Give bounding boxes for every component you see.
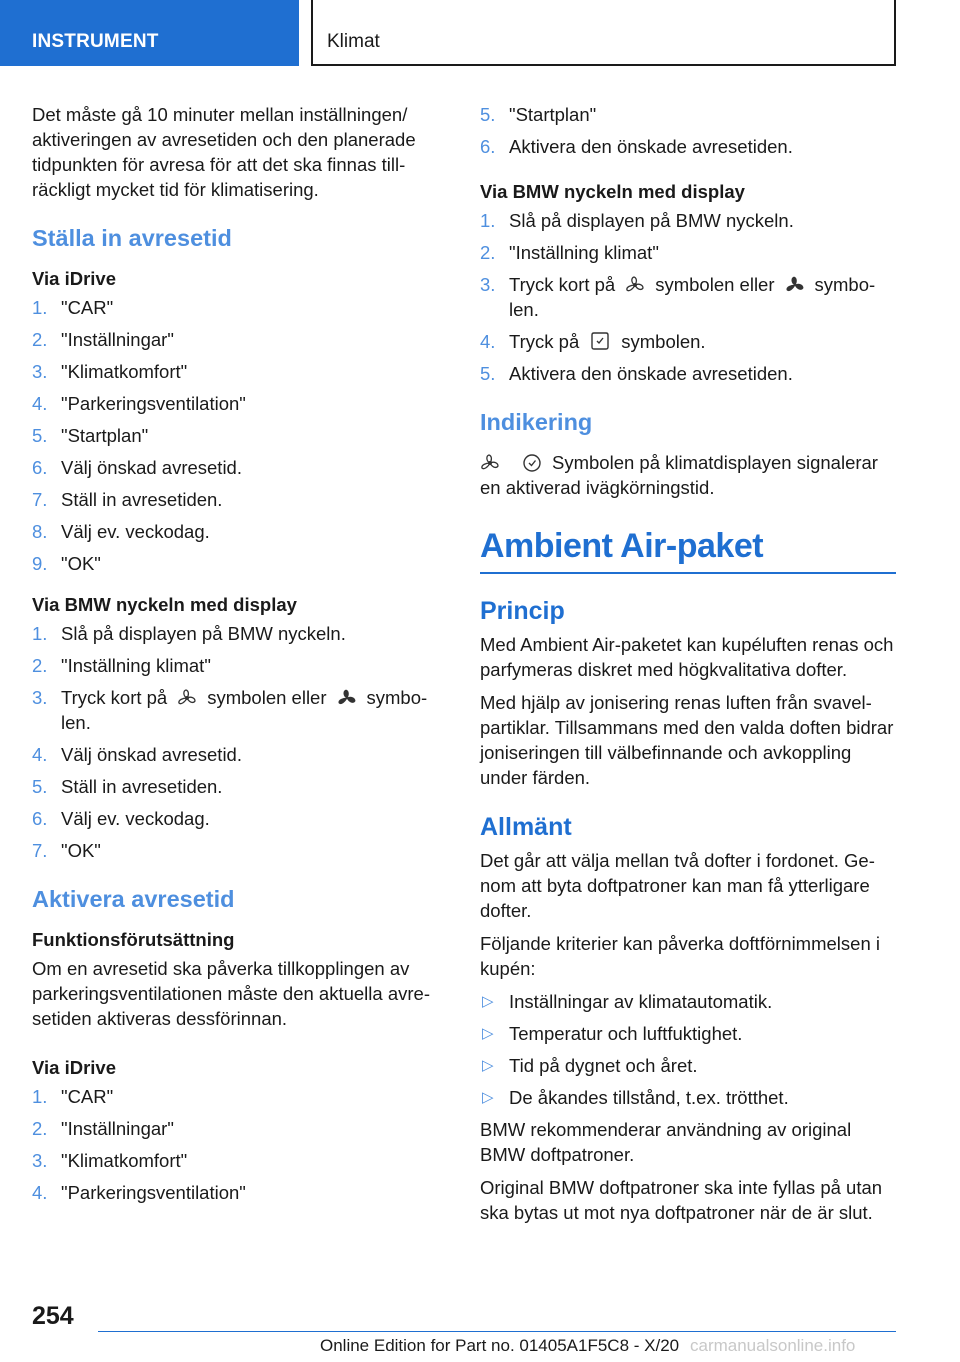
list-text: "Inställningar" xyxy=(61,329,174,350)
list-number: 1. xyxy=(32,297,48,318)
list-item: 5. "Startplan" xyxy=(480,104,597,125)
subheading-via-key-2: Via BMW nyckeln med display xyxy=(480,181,745,202)
list-item xyxy=(32,551,440,576)
list-text: Välj önskad avresetid. xyxy=(61,457,242,478)
chapter-title: Klimat xyxy=(327,31,380,52)
list-item xyxy=(32,327,440,352)
indication-paragraph: Symbolen på klimatdisplayen signalerar en aktiverad ivägkörningstid. xyxy=(480,452,878,498)
fan-outline-icon xyxy=(177,688,197,708)
footer-divider xyxy=(98,1331,896,1332)
recommendation-paragraph-1: BMW rekommenderar användning av original BMW doftpatroner. xyxy=(480,1119,852,1165)
watermark-text: carmanualsonline.info xyxy=(690,1336,856,1355)
right-column xyxy=(480,102,896,1233)
list-number: 1. xyxy=(32,1086,48,1107)
requirement-paragraph: Om en avresetid ska påverka tillkopplingen av parkeringsventilationen måste den aktuella avresetiden aktiveras dessförinnan. xyxy=(32,958,430,1029)
list-number: 5. xyxy=(32,425,48,446)
list-item: 1. Slå på displayen på BMW nyckeln. xyxy=(480,210,794,231)
principle-paragraph-1: Med Ambient Air-paketet kan kupéluften renas och parfymeras diskret med högkvalitativa dofter. xyxy=(480,634,894,680)
list-number: 4. xyxy=(32,393,48,414)
triangle-bullet-icon: ▷ xyxy=(482,1057,494,1074)
list-item xyxy=(32,519,440,544)
heading-set-departure: Ställa in avresetid xyxy=(32,225,232,251)
list-item: 1. Slå på displayen på BMW nyckeln. xyxy=(32,623,346,644)
subheading-via-idrive-2: Via iDrive xyxy=(32,1057,116,1078)
list-item: 3. Tryck kort på symbolen eller symbolen. xyxy=(480,274,876,320)
key-steps-list-2 xyxy=(480,208,896,386)
list-text: Välj ev. veckodag. xyxy=(61,521,210,542)
criteria-list xyxy=(480,989,896,1110)
idrive-steps-list-2 xyxy=(32,1084,440,1205)
triangle-bullet-icon: ▷ xyxy=(482,1025,494,1042)
list-item xyxy=(480,1021,896,1046)
section-tab xyxy=(0,0,299,66)
list-item xyxy=(32,1116,440,1141)
subheading-via-idrive: Via iDrive xyxy=(32,268,116,289)
list-text: "OK" xyxy=(61,553,101,574)
chapter-tab xyxy=(311,0,896,66)
general-paragraph-1: Det går att välja mellan två dofter i fordonet. Genom att byta doftpatroner kan man få ytterligare dofter. xyxy=(480,850,875,921)
list-number: 2. xyxy=(32,1118,48,1139)
idrive-steps-continued xyxy=(480,102,896,159)
left-column xyxy=(32,102,440,1212)
list-item xyxy=(480,1053,896,1078)
list-item: 6. Välj ev. veckodag. xyxy=(32,808,210,829)
clock-icon xyxy=(522,453,542,473)
list-text: "Klimatkomfort" xyxy=(61,361,188,382)
list-text: "Inställningar" xyxy=(61,1118,174,1139)
fan-filled-icon xyxy=(785,275,805,295)
heading-principle: Princip xyxy=(480,597,565,625)
list-item xyxy=(32,1180,440,1205)
edition-text: Online Edition for Part no. 01405A1F5C8 - X/20 xyxy=(320,1336,680,1355)
list-text: "Startplan" xyxy=(61,425,149,446)
list-number: 2. xyxy=(32,329,48,350)
list-item xyxy=(32,1148,440,1173)
list-item xyxy=(32,455,440,480)
list-number: 8. xyxy=(32,521,48,542)
list-text: "Parkeringsventilation" xyxy=(61,1182,246,1203)
list-item xyxy=(480,989,896,1014)
triangle-bullet-icon: ▷ xyxy=(482,993,494,1010)
principle-paragraph-2: Med hjälp av jonisering renas luften från svavelpartiklar. Tillsammans med den valda doften bidrar joniseringen till välbefinnande och avkoppling under färden. xyxy=(480,692,894,788)
key-steps-list xyxy=(32,621,440,863)
list-item: 4. Tryck på symbolen. xyxy=(480,331,706,352)
list-item xyxy=(32,391,440,416)
list-number: 4. xyxy=(32,1182,48,1203)
section-title: INSTRUMENT xyxy=(32,31,159,52)
list-item xyxy=(32,1084,440,1109)
general-paragraph-2: Följande kriterier kan påverka doftförnimmelsen i kupén: xyxy=(480,933,880,979)
fan-outline-icon xyxy=(480,453,500,473)
list-item: 2. "Inställning klimat" xyxy=(480,242,659,263)
recommendation-paragraph-2: Original BMW doftpatroner ska inte fyllas på utan ska bytas ut mot nya doftpatroner när de är slut. xyxy=(480,1177,883,1223)
page-number: 254 xyxy=(32,1302,74,1330)
list-number: 3. xyxy=(32,1150,48,1171)
list-number: 7. xyxy=(32,489,48,510)
list-text: Tid på dygnet och året. xyxy=(509,1055,698,1076)
list-item xyxy=(32,359,440,384)
heading-indication: Indikering xyxy=(480,409,593,435)
heading-ambient-air: Ambient Air-paket xyxy=(480,524,896,574)
list-text: Ställ in avresetiden. xyxy=(61,489,223,510)
list-text: Inställningar av klimatautomatik. xyxy=(509,991,773,1012)
idrive-steps-list xyxy=(32,295,440,576)
subheading-via-key: Via BMW nyckeln med display xyxy=(32,594,297,615)
fan-outline-icon xyxy=(625,275,645,295)
list-text: "Parkeringsventilation" xyxy=(61,393,246,414)
list-item: 2. "Inställning klimat" xyxy=(32,655,211,676)
list-number: 3. xyxy=(32,361,48,382)
page-header xyxy=(0,0,960,66)
list-item: 3. Tryck kort på symbolen eller symbolen. xyxy=(32,687,428,733)
fan-filled-icon xyxy=(337,688,357,708)
list-item: 5. Ställ in avresetiden. xyxy=(32,776,223,797)
list-text: De åkandes tillstånd, t.ex. trötthet. xyxy=(509,1087,789,1108)
list-item: 6. Aktivera den önskade avresetiden. xyxy=(480,136,793,157)
list-text: "CAR" xyxy=(61,297,114,318)
list-number: 6. xyxy=(32,457,48,478)
timer-icon xyxy=(589,330,611,352)
list-item xyxy=(32,423,440,448)
list-item: 5. Aktivera den önskade avresetiden. xyxy=(480,363,793,384)
heading-general: Allmänt xyxy=(480,813,572,841)
triangle-bullet-icon: ▷ xyxy=(482,1089,494,1106)
list-text: Temperatur och luftfuktighet. xyxy=(509,1023,743,1044)
list-number: 9. xyxy=(32,553,48,574)
intro-paragraph: Det måste gå 10 minuter mellan inställningen/ aktiveringen av avresetiden och den planerade tidpunkten för avresa för att det ska finnas tillräckligt mycket tid för klimatisering. xyxy=(32,104,416,200)
list-item xyxy=(32,487,440,512)
list-text: "CAR" xyxy=(61,1086,114,1107)
list-item: 4. Välj önskad avresetid. xyxy=(32,744,242,765)
list-text: "Klimatkomfort" xyxy=(61,1150,188,1171)
list-item: 7. "OK" xyxy=(32,840,101,861)
heading-activate-departure: Aktivera avresetid xyxy=(32,886,235,912)
list-item xyxy=(32,295,440,320)
list-item xyxy=(480,1085,896,1110)
subheading-requirement: Funktionsförutsättning xyxy=(32,929,235,950)
